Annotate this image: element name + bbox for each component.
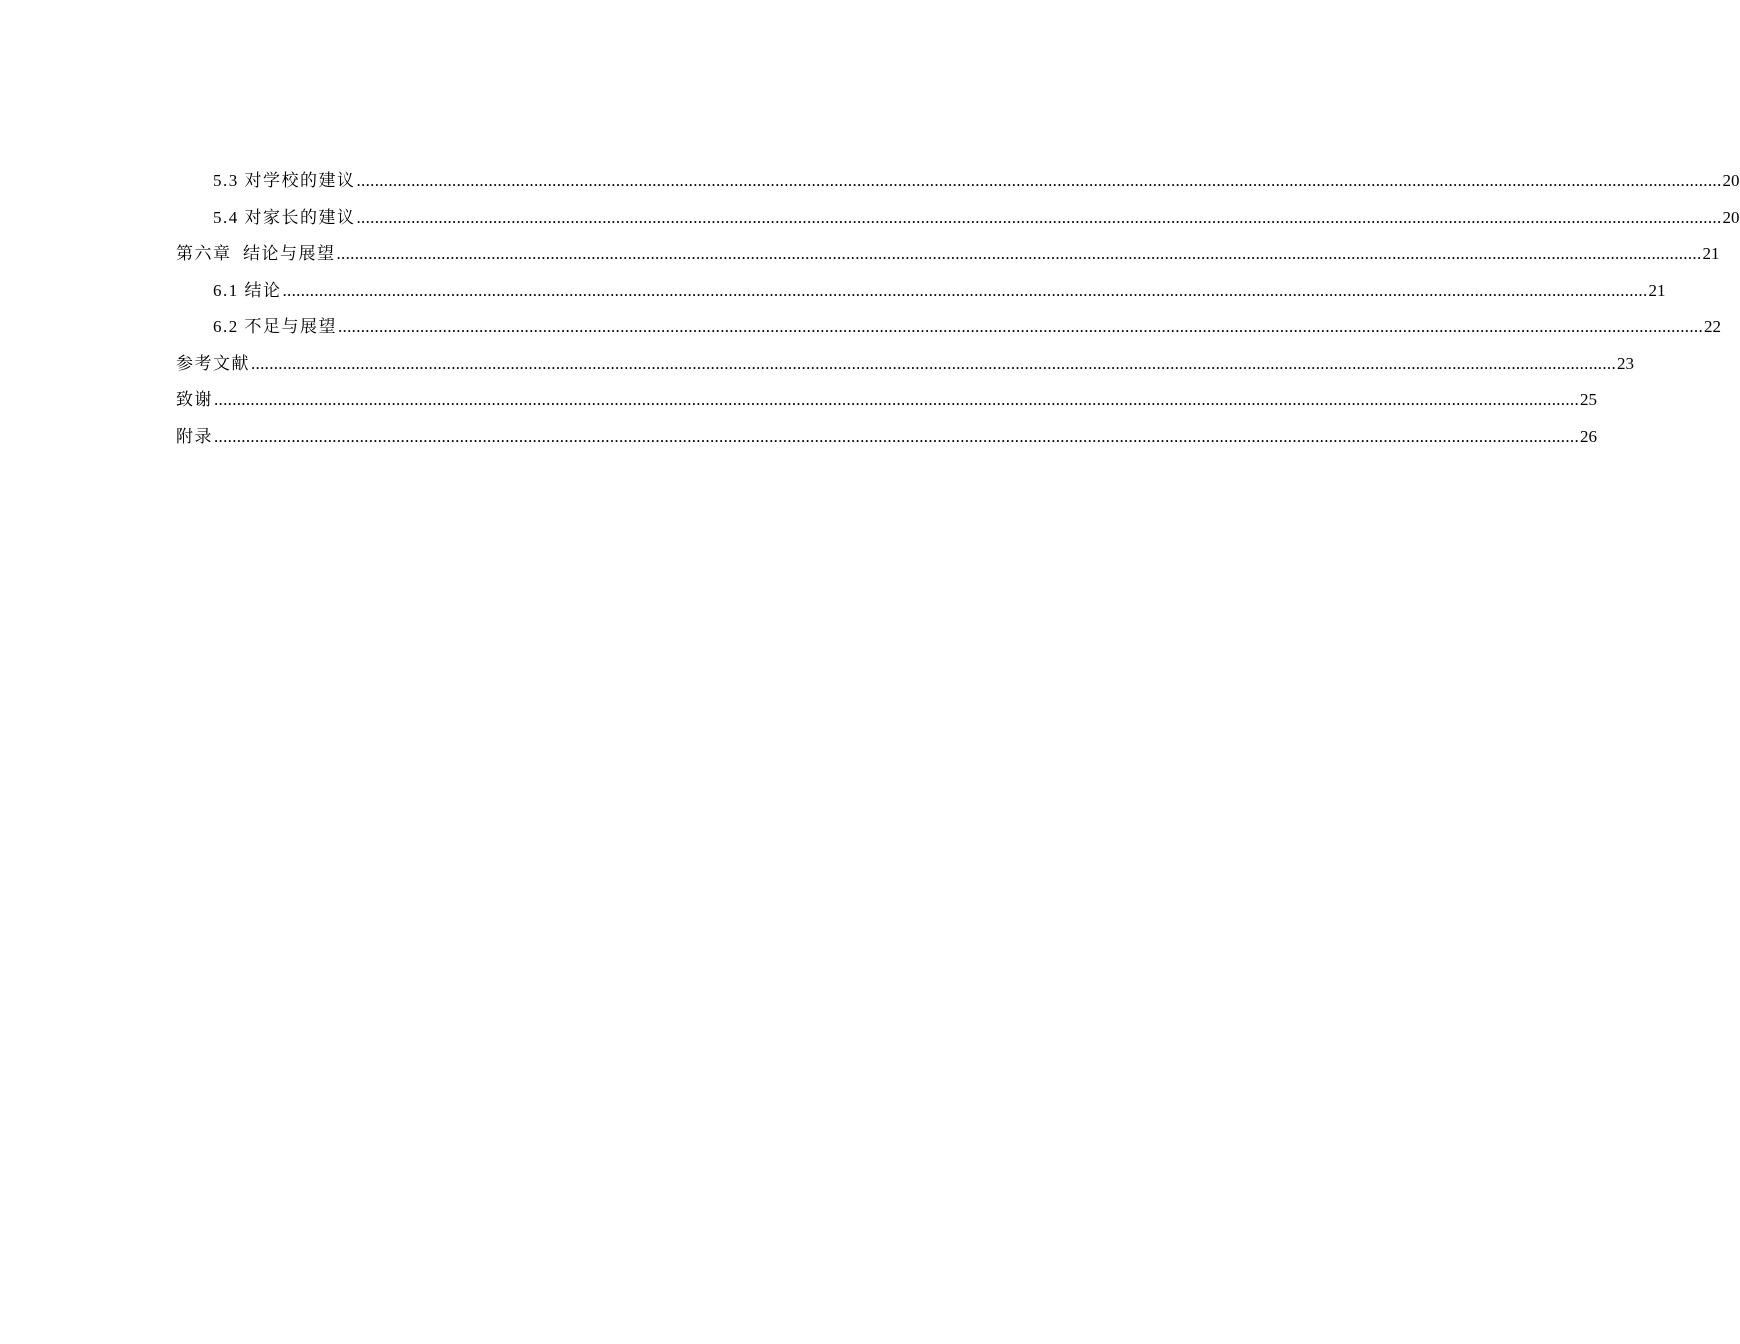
toc-entry-label: 5.3 对学校的建议 (213, 171, 356, 190)
toc-dot-leader: ............................................................................................................................................................................................................................................................................................................ (356, 171, 1722, 190)
toc-dot-leader: ............................................................................................................................................................................................................................................................................................................ (338, 317, 1703, 336)
toc-entry-5-4[interactable] (176, 205, 1740, 242)
toc-entry-label: 第六章 结论与展望 (176, 244, 336, 263)
toc-dot-leader: ............................................................................................................................................................................................................................................................................................................ (214, 426, 1579, 446)
toc-page-number: 22 (1704, 317, 1721, 336)
toc-entry-references[interactable] (176, 351, 1634, 388)
toc-page-number: 21 (1702, 244, 1720, 263)
toc-entry-label: 5.4 对家长的建议 (213, 207, 356, 227)
toc-entry-acknowledgements[interactable] (176, 387, 1597, 424)
toc-entry-label: 附录 (176, 426, 213, 446)
toc-page-number: 25 (1580, 390, 1597, 409)
toc-entry-label: 6.1 结论 (213, 280, 282, 300)
toc-dot-leader: ............................................................................................................................................................................................................................................................................................................ (282, 280, 1648, 300)
toc-page-number: 20 (1722, 171, 1740, 190)
toc-dot-leader: ............................................................................................................................................................................................................................................................................................................ (336, 244, 1702, 263)
toc-dot-leader: ............................................................................................................................................................................................................................................................................................................ (214, 390, 1579, 409)
toc-entry-chapter-6[interactable] (176, 241, 1720, 278)
toc-entry-5-3[interactable] (176, 168, 1740, 205)
toc-page-number: 26 (1580, 426, 1597, 446)
toc-entry-label: 参考文献 (176, 353, 250, 373)
toc-entry-6-2[interactable] (176, 314, 1721, 351)
toc-page-number: 23 (1617, 353, 1634, 373)
toc-entry-label: 致谢 (176, 390, 213, 409)
toc-dot-leader: ............................................................................................................................................................................................................................................................................................................ (251, 353, 1616, 373)
toc-page-number: 21 (1648, 280, 1666, 300)
toc-dot-leader: ............................................................................................................................................................................................................................................................................................................ (356, 207, 1722, 227)
toc-entry-6-1[interactable] (176, 278, 1666, 315)
toc-entry-label: 6.2 不足与展望 (213, 317, 337, 336)
table-of-contents (176, 168, 1740, 460)
toc-page-number: 20 (1722, 207, 1740, 227)
toc-entry-appendix[interactable] (176, 424, 1597, 461)
